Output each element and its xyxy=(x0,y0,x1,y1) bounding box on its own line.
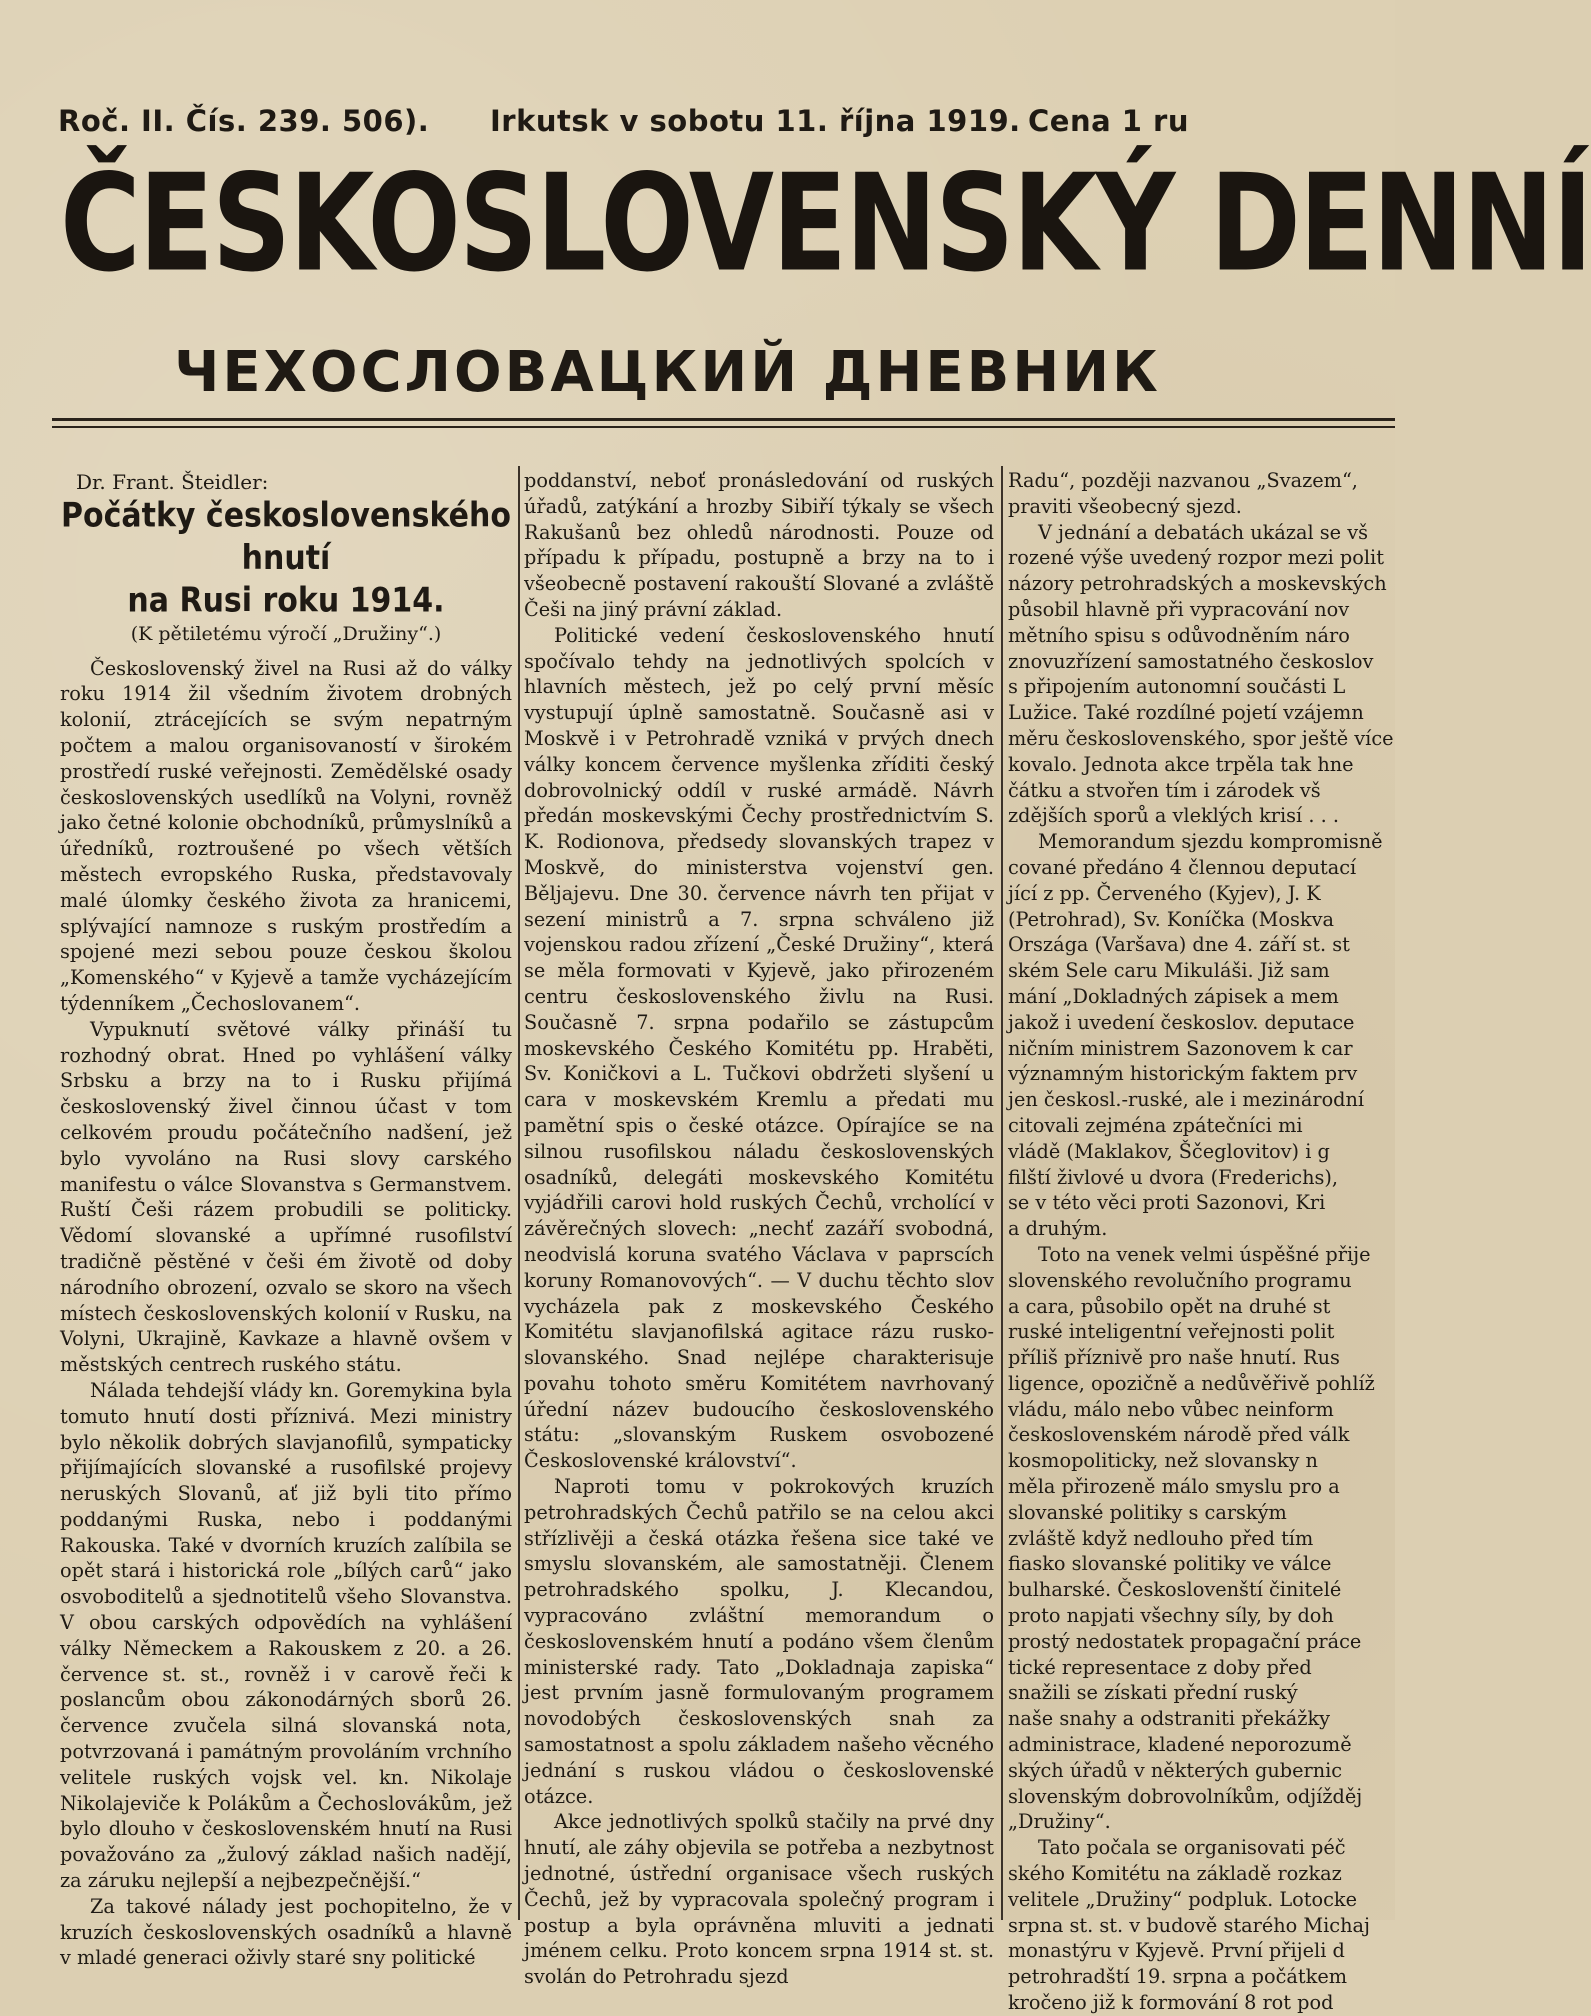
text-line: bulharské. Českoslovenští činitelé xyxy=(1008,1578,1342,1602)
text-line: vládu, málo nebo vůbec neinform xyxy=(1008,1397,1334,1421)
text-line: kročeno již k formování 8 rot pod xyxy=(1008,1991,1334,2015)
text-line: Radu“, později nazvanou „Svazem“, xyxy=(1008,469,1358,492)
text-line: naše snahy a odstraniti překážky xyxy=(1008,1707,1331,1731)
text-line: ničním ministrem Sazonovem k car xyxy=(1008,1036,1353,1060)
article-title-line2: na Rusi roku 1914. xyxy=(127,581,445,621)
article-column-2 xyxy=(524,468,994,1989)
article-subtitle: (K pětiletému výročí „Družiny“.) xyxy=(130,622,442,645)
text-line: se v této věci proti Sazonovi, Kri xyxy=(1008,1191,1326,1215)
text-line: fiasko slovanské politiky ve válce xyxy=(1008,1552,1332,1576)
text-line: Országa (Varšava) dne 4. září st. st xyxy=(1008,933,1350,957)
text-line: kovalo. Jednota akce trpěla tak hne xyxy=(1008,752,1354,776)
text-line: Tato počala se organisovati péč xyxy=(1038,1836,1346,1860)
paragraph: Nálada tehdejší vlády kn. Goremykina byla tomuto hnutí dosti příznivá. Mezi ministry bylo několik dobrých slavjanofilů, sympaticky přijímajících slovanské a rusofilské projevy neruských Slovanů, ať již byli tito přímo poddanými Ruska, nebo i poddanými Rakouska. Také v dvorních kruzích zalíbila se opět stará i historická role „bílých carů“ jako osvoboditelů a sjednotitelů všeho Slovanstva. V obou carských odpovědích na vyhlášení války Německem a Rakouskem z 20. a 26. července st. st., rovněž i v carově řeči k poslancům obou zákonodárných sborů 26. července zvučela silná slovanská nota, potvrzovaná i památným provoláním vrchního velitele ruských vojsk vel. kn. Nikolaje Nikolajeviče k Polákům a Čechoslovákům, jež bylo dlouho v československém hnutí na Rusi považováno za „žulový základ našich nadějí, za záruku nejlepší a nejbezpečnější.“ xyxy=(60,1378,512,1893)
text-line: petrohradští 19. srpna a počátkem xyxy=(1008,1965,1348,1989)
text-line: jící z pp. Červeného (Kyjev), J. K xyxy=(1008,881,1321,905)
text-line: ligence, opozičně a nedůvěřivě pohlíž xyxy=(1008,1371,1375,1395)
masthead-rule-thin xyxy=(52,426,1395,428)
text-line: snažili se získati přední ruský xyxy=(1008,1681,1298,1705)
text-line: ském Sele caru Mikuláši. Již sam xyxy=(1008,959,1330,983)
dateline: Irkutsk v sobotu 11. října 1919. xyxy=(490,104,1021,138)
column-divider xyxy=(518,466,520,1920)
text-line: monastýru v Kyjevě. První přijeli d xyxy=(1008,1939,1345,1963)
text-line: V jednání a debatách ukázal se vš xyxy=(1038,520,1368,544)
text-line: československém národě před válk xyxy=(1008,1423,1350,1447)
text-line: zvláště když nedlouho před tím xyxy=(1008,1526,1314,1550)
text-line: ského Komitétu na základě rozkaz xyxy=(1008,1862,1342,1886)
text-line: filští živlové u dvora (Frederichs), xyxy=(1008,1165,1339,1189)
text-line: slovanské politiky s carským xyxy=(1008,1500,1287,1524)
text-line: mání „Dokladných zápisek a mem xyxy=(1008,984,1339,1008)
text-line: vládě (Maklakov, Ščeglovitov) i g xyxy=(1008,1139,1330,1163)
text-line: citovali zejména zpátečníci mi xyxy=(1008,1113,1303,1137)
text-line: praviti všeobecný sjezd. xyxy=(1008,494,1242,518)
text-line: Lužice. Také rozdílné pojetí vzájemn xyxy=(1008,701,1364,725)
article-column-3 xyxy=(1008,468,1395,2015)
text-line: slovenského revolučního programu xyxy=(1008,1268,1352,1292)
text-line: působil hlavně při vypracování nov xyxy=(1008,597,1350,621)
text-line: měla přirozeně málo smyslu pro a xyxy=(1008,1475,1340,1499)
paragraph: Akce jednotlivých spolků stačily na prvé dny hnutí, ale záhy objevila se potřeba a nezbytnost jednotné, ústřední organisace všech ruských Čechů, jež by vypracovala společný program i postup a byla oprávněna mluviti a jednati jménem celku. Proto koncem srpna 1914 st. st. svolán do Petrohradu sjezd xyxy=(524,1810,994,1989)
article-title xyxy=(60,495,512,623)
text-line: významným historickým faktem prv xyxy=(1008,1062,1358,1086)
text-line: čátku a stvořen tím i zárodek vš xyxy=(1008,778,1321,802)
text-line: slovenským dobrovolníkům, odjížděj xyxy=(1008,1784,1363,1808)
text-line: kosmopoliticky, než slovansky n xyxy=(1008,1449,1318,1473)
column-divider xyxy=(1001,466,1003,1920)
text-line: ských úřadů v některých gubernic xyxy=(1008,1758,1343,1782)
text-line: s připojením autonomní součásti L xyxy=(1008,675,1346,699)
text-line: jakož i uvedení českoslov. deputace xyxy=(1008,1010,1355,1034)
text-line: příliš příznivě pro naše hnutí. Rus xyxy=(1008,1346,1340,1370)
article-column-1 xyxy=(60,470,512,1970)
text-line: ruské inteligentní veřejnosti polit xyxy=(1008,1320,1335,1344)
text-line: Toto na venek velmi úspěšné přije xyxy=(1038,1242,1371,1266)
paragraph: Vypuknutí světové války přináší tu rozhodný obrat. Hned po vyhlášení války Srbsku a brzy na to i Rusku přijímá československý živel činnou účast v tom celkovém proudu počátečního nadšení, jež bylo vyvoláno na Rusi slovy carského manifestu o válce Slovanstva s Germanstvem. Ruští Češi rázem probudili se politicky. Vědomí slovanské a upřímné rusofilství tradičně pěstěné v češi ém životě od doby národního obrození, ozvalo se skoro na všech místech československých kolonií v Rusku, na Volyni, Ukrajině, Kavkaze a hlavně ovšem v městských centrech ruského státu. xyxy=(60,1017,512,1377)
text-line: zdějších sporů a vleklých krisí . . . xyxy=(1008,804,1339,828)
paragraph: Československý živel na Rusi až do války roku 1914 žil všedním životem drobných kolonií, ztrácejících se svým nepatrným počtem a malou organisovaností v širokém prostředí ruské veřejnosti. Zemědělské osady československých usedlíků na Volyni, rovněž jako četné kolonie obchodníků, průmyslníků a úředníků, roztroušené po všech větších městech evropského Ruska, představovaly malé úlomky českého života za hranicemi, splývající namnoze s ruským prostředím a spojené mezi sebou pouze českou školou „Komenského“ v Kyjevě a tamže vycházejícím týdenníkem „Čechoslovanem“. xyxy=(60,656,512,1015)
article-author: Dr. Frant. Šteidler: xyxy=(76,470,269,494)
text-line: měru československého, spor ještě více xyxy=(1008,726,1394,750)
text-line: Memorandum sjezdu kompromisně xyxy=(1038,830,1383,854)
text-line: názory petrohradských a moskevských xyxy=(1008,572,1387,596)
text-line: znovuzřízení samostatného českoslov xyxy=(1008,649,1374,673)
price: Cena 1 ru xyxy=(1028,104,1189,138)
issue-number: Roč. II. Čís. 239. 506). xyxy=(58,104,430,138)
paragraph: poddanství, neboť pronásledování od ruských úřadů, zatýkání a hrozby Sibiří týkaly se všech Rakušanů bez ohledů národnosti. Pouze od případu k případu, postupně a brzy na to i všeobecně postavení rakouští Slované a zvláště Češi na jiný právní základ. xyxy=(524,469,994,621)
newspaper-subtitle: ЧЕХОСЛОВАЦКИЙ ДНЕВНИК xyxy=(174,340,1161,405)
text-line: a cara, působilo opět na druhé st xyxy=(1008,1294,1331,1318)
text-line: jen českosl.-ruské, ale i mezinárodní xyxy=(1008,1088,1365,1112)
text-line: velitele „Družiny“ podpluk. Lotocke xyxy=(1008,1887,1358,1911)
paragraph: Politické vedení československého hnutí spočívalo tehdy na jednotlivých spolcích v hlavních městech, jež po celý první měsíc vystupují úplně samostatně. Současně asi v Moskvě i v Petrohradě vzniká v prvých dnech války koncem července myšlenka zříditi český dobrovolnický oddíl v ruské armádě. Návrh předán moskevskými Čechy prostřednictvím S. K. Rodionova, předsedy slovanských trapez v Moskvě, do ministerstva vojenství gen. Běljajevu. Dne 30. července návrh ten přijat v sezení ministrů a 7. srpna schváleno již vojenskou radou zřízení „České Družiny“, která se měla formovati v Kyjevě, jako přirozeném centru československého živlu na Rusi. Současně 7. srpna podařilo se zástupcům moskevského Českého Komitétu pp. Hraběti, Sv. Koničkovi a L. Tučkovi obdržeti slyšení u cara v moskevském Kremlu a předati mu pamětní spis o české otázce. Opírajíce se na silnou rusofilskou náladu československých osadníků, delegáti moskevského Komitétu vyjádřili carovi hold ruských Čechů, vrcholící v závěrečných slovech: „nechť zazáří svobodná, neodvislá koruna svatého Václava v paprscích koruny Romanovových“. — V duchu těchto slov vycházela pak z moskevského Českého Komitétu slavjanofilská agitace rázu rusko-slovanského. Snad nejlépe charakterisuje povahu tohoto směru Komitétem navrhovaný úřední název budoucího československého státu: „slovanským Ruskem osvobozené Československé království“. xyxy=(524,623,994,1473)
text-line: mětního spisu s odůvodněním náro xyxy=(1008,623,1350,647)
text-line: prostý nedostatek propagační práce xyxy=(1008,1629,1362,1653)
text-line: tické representace z doby před xyxy=(1008,1655,1312,1679)
text-line: „Družiny“. xyxy=(1008,1810,1111,1834)
text-line: (Petrohrad), Sv. Koníčka (Moskva xyxy=(1008,907,1334,931)
text-line: a druhým. xyxy=(1008,1217,1108,1241)
text-line: proto napjati všechny síly, by doh xyxy=(1008,1604,1334,1628)
text-line: administrace, kladené neporozumě xyxy=(1008,1733,1352,1757)
newspaper-title: ČESKOSLOVENSKÝ DENNÍ xyxy=(60,145,1591,302)
masthead-rule xyxy=(52,418,1395,421)
paragraph: Naproti tomu v pokrokových kruzích petrohradských Čechů patřilo se na celou akci střízlivěji a česká otázka řešena sice také ve smyslu slovanském, ale samostatněji. Členem petrohradského spolku, J. Klecandou, vypracováno zvláštní memorandum o československém hnutí a podáno všem členům ministerské rady. Tato „Dokladnaja zapiska“ jest prvním jasně formulovaným programem novodobých československých snah za samostatnost a spolu základem našeho věcného jednání s ruskou vládou o československé otázce. xyxy=(524,1475,994,1808)
paragraph: Za takové nálady jest pochopitelno, že v kruzích československých osadníků a hlavně v mladé generaci oživly staré sny politické xyxy=(60,1894,512,1970)
text-line: cované předáno 4 člennou deputací xyxy=(1008,855,1357,879)
text-line: srpna st. st. v budově starého Michaj xyxy=(1008,1913,1370,1937)
article-title-line1: Počátky československého hnutí xyxy=(61,496,511,578)
text-line: rozené výše uvedený rozpor mezi polit xyxy=(1008,546,1384,570)
